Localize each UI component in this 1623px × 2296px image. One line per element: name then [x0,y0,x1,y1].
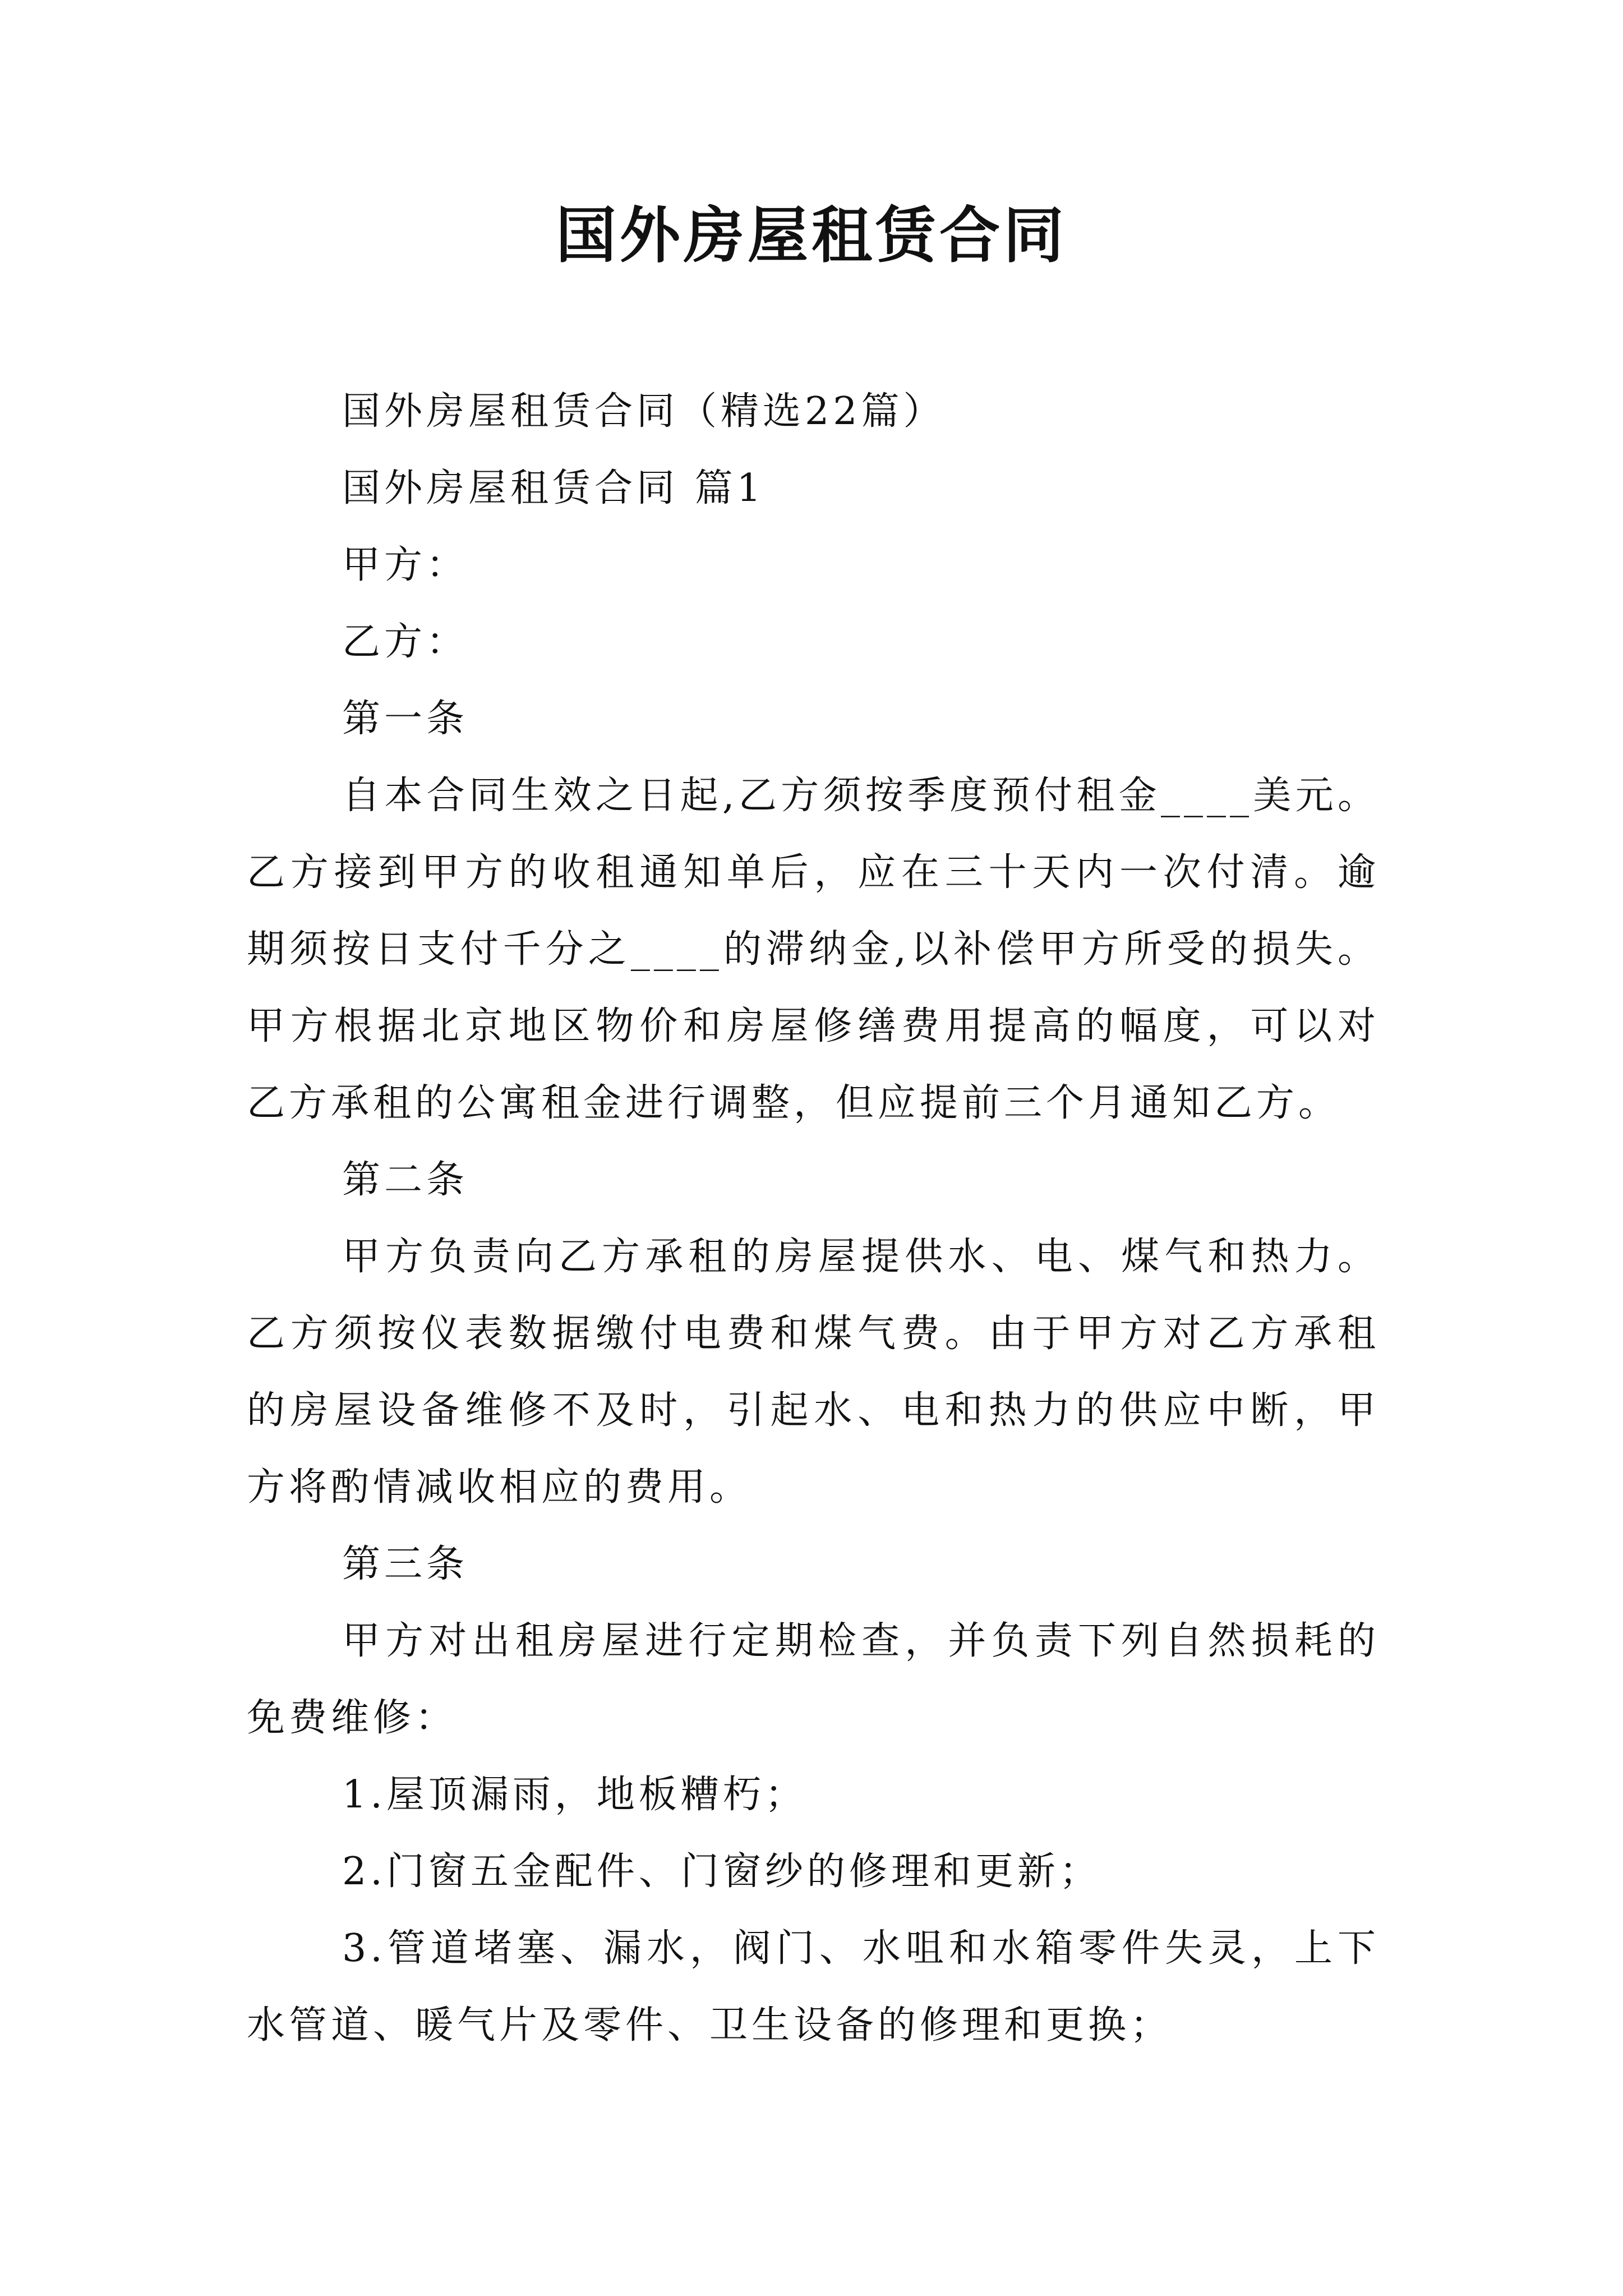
list-item-1: 1.屋顶漏雨，地板糟朽； [342,1773,807,1817]
party-a-line: 甲方： [342,543,469,587]
article-2-text: 甲方负责向乙方承租的房屋提供水、电、煤气和热力。乙方须按仪表数据缴付电费和煤气费。由于甲方对乙方承租的房屋设备维修不及时，引起水、电和热力的供应中断，甲方将酌情减收相应的费用。 [247,1235,1380,1510]
subtitle-selection: 国外房屋租赁合同（精选22篇） [342,389,946,434]
section-heading: 国外房屋租赁合同 篇1 [342,466,765,510]
article-1-text: 自本合同生效之日起,乙方须按季度预付租金____美元。乙方接到甲方的收租通知单后，应在三十天内一次付清。逾期须按日支付千分之____的滞纳金,以补偿甲方所受的损失。甲方根据北京地区物价和房屋修缮费用提高的幅度，可以对乙方承租的公寓租金进行调整，但应提前三个月通知乙方。 [247,774,1380,1125]
article-3-heading: 第三条 [342,1542,469,1586]
list-item-3: 3.管道堵塞、漏水，阀门、水咀和水箱零件失灵，上下水管道、暖气片及零件、卫生设备的修理和更换； [247,1926,1380,2047]
party-b-line: 乙方： [342,620,469,664]
document-body [247,373,1380,2064]
list-item-2: 2.门窗五金配件、门窗纱的修理和更新； [342,1849,1101,1894]
article-2-heading: 第二条 [342,1158,469,1202]
document-title: 国外房屋租赁合同 [555,200,1067,271]
article-3-text: 甲方对出租房屋进行定期检查，并负责下列自然损耗的免费维修： [247,1619,1380,1740]
article-1-heading: 第一条 [342,697,469,741]
